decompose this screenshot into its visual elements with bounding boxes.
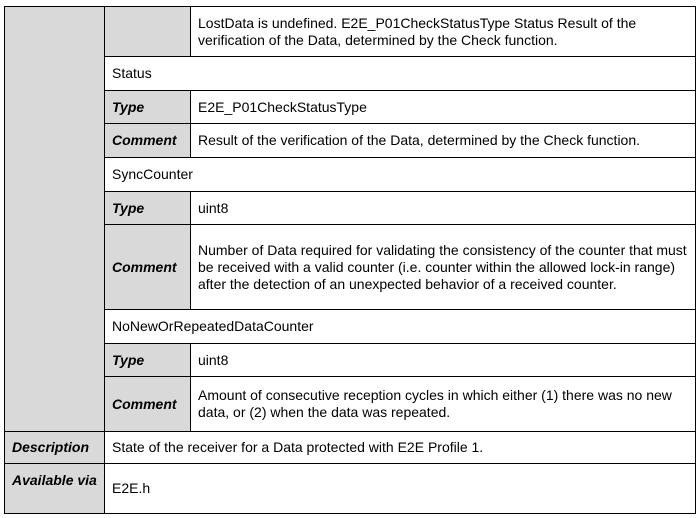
type-definition-table <box>4 6 696 514</box>
status-type-value: E2E_P01CheckStatusType <box>190 90 696 124</box>
description-label: Description <box>4 431 105 464</box>
lostdata-comment: LostData is undefined. E2E_P01CheckStatusType Status Result of the verification of the Data, determined by the Check function. <box>190 6 696 57</box>
left-empty-column <box>4 6 105 432</box>
nonew-comment-label: Comment <box>104 376 191 432</box>
status-comment-value: Result of the verification of the Data, determined by the Check function. <box>190 123 696 158</box>
synccounter-type-value: uint8 <box>190 191 696 225</box>
nonew-element-name: NoNewOrRepeatedDataCounter <box>104 309 696 344</box>
nonew-type-label: Type <box>104 343 191 377</box>
synccounter-type-label: Type <box>104 191 191 225</box>
status-comment-label: Comment <box>104 123 191 158</box>
status-element-name: Status <box>104 56 696 91</box>
status-type-label: Type <box>104 90 191 124</box>
synccounter-element-name: SyncCounter <box>104 157 696 192</box>
nonew-type-value: uint8 <box>190 343 696 377</box>
synccounter-comment-value: Number of Data required for validating the consistency of the counter that must be received with a valid counter (i.e. counter within the allowed lock-in range) after the detection of an unexpected behavior of a received counter. <box>190 224 696 310</box>
available-via-label: Available via <box>4 463 105 514</box>
nonew-comment-value: Amount of consecutive reception cycles in which either (1) there was no new data, or (2) when the data was repeated. <box>190 376 696 432</box>
description-value: State of the receiver for a Data protected with E2E Profile 1. <box>104 431 696 464</box>
lostdata-empty-label <box>104 6 191 57</box>
available-via-value: E2E.h <box>104 463 696 514</box>
synccounter-comment-label: Comment <box>104 224 191 310</box>
